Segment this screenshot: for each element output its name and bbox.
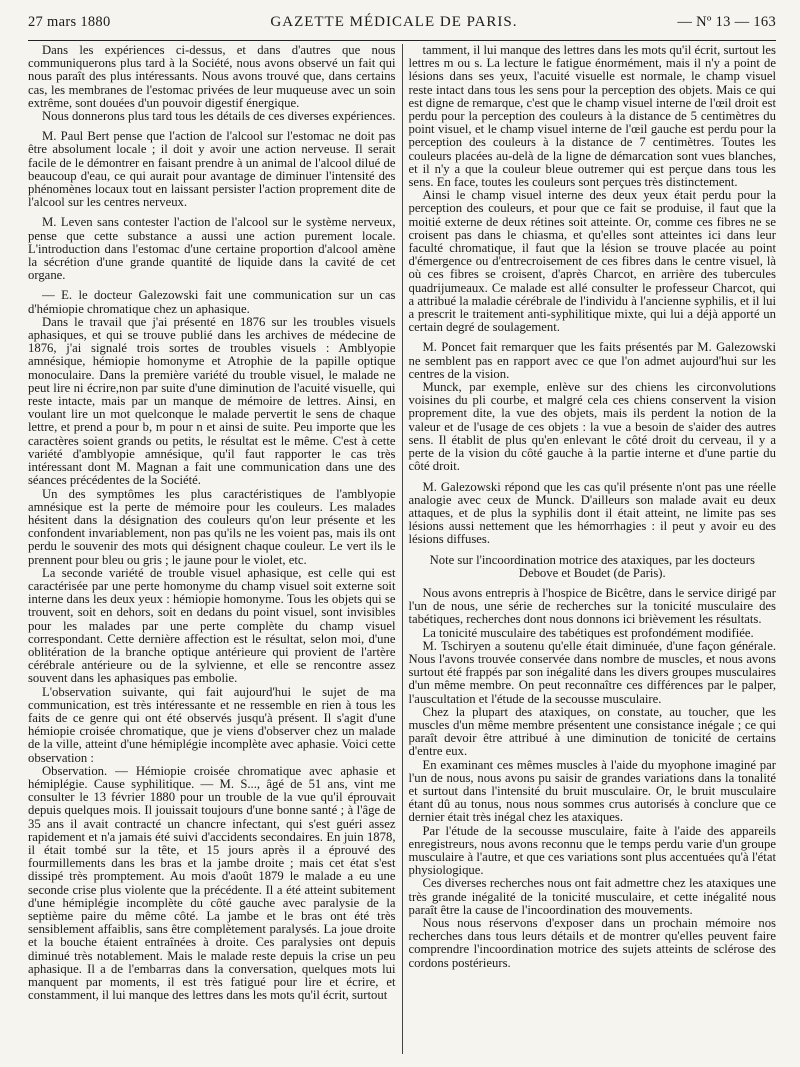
header-title: GAZETTE MÉDICALE DE PARIS.	[270, 14, 518, 30]
paragraph: La tonicité musculaire des tabétiques est profondément modifiée.	[422, 625, 754, 640]
paragraph: L'observation suivante, qui fait aujourd'hui le sujet de ma communication, est très intéressante et ne ressemble en rien à tous les faits de ce genre qui ont été observés jusqu'à présent. Il s'agit d'une hémiopie croisée chromatique, que je viens d'observer chez un malade de la ville, atteint d'une hémiplégie incomplète avec aphasie. Voici cette observation :	[28, 684, 396, 765]
paragraph: Nous nous réservons d'exposer dans un prochain mémoire nos recherches dans tous leurs détails et de montrer qu'elles peuvent faire comprendre l'incoordination motrice des sujets atteints de sclérose des cordons postérieurs.	[408, 916, 776, 970]
header-page-number: — Nº 13 — 163	[677, 14, 776, 30]
paragraph: M. Galezowski répond que les cas qu'il présente n'ont pas une réelle analogie avec ceux de Munck. D'ailleurs son malade avait eu deux attaques, et de plus la syphilis dont il était atteint, ne limite pas ses lésions aussi nettement que les hémorrhagies : il peut y avoir eu des lésions diffuses.	[408, 479, 776, 547]
paragraph: M. Poncet fait remarquer que les faits présentés par M. Galezowski ne semblent pas en rapport avec ce que l'on admet aujourd'hui sur les centres de la vision.	[408, 340, 776, 381]
paragraph: Chez la plupart des ataxiques, on constate, au toucher, que les muscles d'un même membre présentent une consistance inégale ; ce qui paraît devoir être attribué à une diminution de tonicité de certains d'entre eux.	[408, 704, 776, 759]
paragraph: M. Leven sans contester l'action de l'alcool sur le système nerveux, pense que cette substance a aussi une action purement locale. L'introduction dans l'estomac d'une certaine proportion d'alcool amène la sécrétion d'une grande quantité de liquide dans la cavité de cet organe.	[28, 215, 396, 283]
paragraph: M. Tschiryen a soutenu qu'elle était diminuée, d'une façon générale. Nous l'avons trouvée conservée dans nombre de muscles, et nous avons surtout été frappés par son inégalité dans les divers groupes musculaires d'un même membre. On peut reconnaître ces différences par le palper, l'auscultation et l'étude de la secousse musculaire.	[408, 638, 776, 706]
paragraph: Dans les expériences ci-dessus, et dans d'autres que nous communiquerons plus tard à la Société, nous avons observé un fait qui nous paraît des plus intéressants. Nous avons trouvé que, dans certains cas, les membranes de l'estomac privées de leur muqueuse avec un soin extrême, sont douées d'un pouvoir digestif énergique.	[28, 44, 396, 110]
paragraph: Par l'étude de la secousse musculaire, faite à l'aide des appareils enregistreurs, nous avons reconnu que le temps perdu varie d'un groupe musculaire à l'autre, et que ces variations sont plus accentuées qu'à l'état physiologique.	[408, 823, 776, 878]
paragraph: Dans le travail que j'ai présenté en 1876 sur les troubles visuels aphasiques, et qui se trouve publié dans les archives de médecine de 1876, j'ai signalé trois sortes de troubles visuels : Amblyopie amnésique, hémiopie homonyme et Atrophie de la papille optique monoculaire. Dans la première variété du trouble visuel, le malade ne peut lire ni écrire,non par suite d'une diminution de l'acuité visuelle, qui reste intacte, mais par un manque de mémoire de lettres. Ainsi, en voulant lire un mot quelconque le malade pervertit le sens de chaque lettre, et prend a pour b, m pour n et ainsi de suite. Peu importe que les caractères soient grands ou petits, le résultat est le même. C'est à cette variété d'amblyopie amnésique, qu'il faut rapporter le cas très intéressant dont M. Magnan a fait une communication dans une des séances précédentes de la Société.	[28, 314, 396, 488]
right-column	[402, 44, 777, 1054]
paragraph: Munck, par exemple, enlève sur des chiens les circonvolutions voisines du pli courbe, et malgré cela ces chiens conservent la vision proprement dite, la vue des objets, mais ils perdent la notion de la valeur et de l'usage de ces objets : la vue a besoin de s'aider des autres sens. Il établit de plus qu'en enlevant le côté droit du cerveau, il y a perte de la vision du côté gauche à la partie interne et d'une partie du côté droit.	[408, 380, 776, 474]
left-column	[28, 44, 402, 1054]
header-rule	[28, 40, 776, 41]
header-date: 27 mars 1880	[28, 14, 111, 30]
paragraph: — E. le docteur Galezowski fait une communication sur un cas d'hémiopie chromatique chez un aphasique.	[28, 288, 396, 316]
paragraph: Nous donnerons plus tard tous les détails de ces diverses expériences.	[42, 109, 396, 124]
paragraph: Ces diverses recherches nous ont fait admettre chez les ataxiques une très grande inégalité de la tonicité musculaire, et cette inégalité nous paraît être la cause de l'incoordination des mouvements.	[408, 876, 776, 917]
paragraph: M. Paul Bert pense que l'action de l'alcool sur l'estomac ne doit pas être absolument locale ; il doit y avoir une action nerveuse. Il serait facile de le démontrer en faisant prendre à un animal de l'alcool dilué de beaucoup d'eau, ce qui aurait pour avantage de diminuer l'intensité des phénomènes locaux tout en laissant persister l'action proprement dite de l'alcool sur les centres nerveux.	[28, 129, 396, 210]
paragraph: Nous avons entrepris à l'hospice de Bicêtre, dans le service dirigé par l'un de nous, une série de recherches sur la tonicité musculaire des tabétiques, recherches dont nous donnons ici brièvement les résultats.	[408, 585, 776, 627]
paragraph: Un des symptômes les plus caractéristiques de l'amblyopie amnésique est la perte de mémoire pour les couleurs. Les malades hésitent dans la désignation des couleurs qu'on leur présente et les confondent invariablement, non pas qu'ils ne les voient pas, mais ils ont perdu le souvenir des mots qui désignent chaque couleur. Le vert ils le prennent pour bleu ou gris ; le jaune pour le violet, etc.	[28, 486, 396, 567]
paragraph: Observation. — Hémiopie croisée chromatique avec aphasie et hémiplégie. Cause syphilitique. — M. S..., âgé de 51 ans, vint me consulter le 13 février 1880 pour un trouble de la vue qu'il éprouvait depuis quelques mois. Il jouissait toujours d'une bonne santé ; à l'âge de 35 ans il avait contracté un chancre infectant, qui s'est guéri assez rapidement et n'a jamais été suivi d'accidents secondaires. En juin 1878, il était tombé sur la tête, et 15 jours après il a éprouvé des fourmillements dans les bras et la jambe droite ; mais cet état s'est dissipé très promptement. Au mois d'août 1879 le malade a eu une seconde crise plus violente que la précédente. Il a été atteint subitement d'une hémiplégie incomplète du côté gauche avec paralysie de la septième paire du même côté. La jambe et le bras ont été très sensiblement affaiblis, sans être complètement paralysés. La joue droite et la bouche étaient entraînées à droite. Ces paralysies ont depuis diminué très notablement. Mais le malade reste depuis la crise un peu aphasique. Il a de l'embarras dans la conversation, quelques mots lui manquent par moments, il est très fatigué pour lire et écrire, et constamment, il lui manque des lettres dans les mots qu'il écrit, surtout	[28, 763, 396, 1003]
text-columns	[28, 44, 776, 1054]
page-header	[28, 14, 776, 34]
paragraph: En examinant ces mêmes muscles à l'aide du myophone imaginé par l'un de nous, nous avons pu saisir de grandes variations dans la tonalité et surtout dans l'intensité du bruit musculaire. Or, le bruit musculaire étant dû au tonus, nous nous sommes crus autorisés à conclure que ce dernier était très inégal chez les ataxiques.	[408, 757, 776, 825]
paragraph: tamment, il lui manque des lettres dans les mots qu'il écrit, surtout les lettres m ou s. La lecture le fatigue énormément, mais il n'y a point de lésions dans ses yeux, l'acuité visuelle est normale, le champ visuel reste intact dans tous les sens pour la perception des objets. Mais ce qui est digne de remarque, c'est que le champ visuel interne de l'œil droit est perdu pour la perception des couleurs à la distance de 5 centimètres du point visuel, et le champ visuel interne de l'œil gauche est perdu pour la perception des couleurs à la distance de 7 centimètres. Toutes les couleurs placées au-delà de la ligne de démarcation sont vues blanches, et il n'y a que la couleur bleue outremer qui est perçue dans tous les sens. En face, toutes les couleurs sont perçues très distinctement.	[408, 44, 776, 190]
paragraph: La seconde variété de trouble visuel aphasique, est celle qui est caractérisée par une perte homonyme du champ visuel soit externe soit interne dans les deux yeux : hémiopie homonyme. Tous les objets qui se trouvent, soit en dehors, soit en dedans du point visuel, sont invisibles pour les malades par une perte complète du champ visuel correspondant. Cette dernière affection est le résultat, selon moi, d'une oblitération de la branche optique antérieure qui provient de l'artère cérébrale antérieure ou de la sylvienne, et elle se rencontre assez souvent dans les aphasiques pas embolie.	[28, 565, 396, 686]
paragraph: Ainsi le champ visuel interne des deux yeux était perdu pour la perception des couleurs, et pour que ce fait se produise, il faut que la moitié externe de deux rétines soit atteinte. Or, comme ces fibres ne se croisent pas dans le chiasma, et qu'elles sont atteintes ici dans leur faculté chromatique, il faut que la lésion se trouve placée au point d'émergence ou d'entrecroisement de ces fibres dans le centre visuel, là où ces fibres se croisent, d'après Charcot, en arrière des tubercules quadrijumeaux. Ce malade est allé consulter le professeur Charcot, qui a attribué la maladie cérébrale de l'individu à l'ancienne syphilis, et il lui a prescrit le traitement anti-syphilitique mixte, qui lui a déjà apporté un certain degré de soulagement.	[408, 188, 776, 335]
section-heading: Note sur l'incoordination motrice des ataxiques, par les docteurs Debove et Boudet (de Paris).	[429, 552, 755, 580]
